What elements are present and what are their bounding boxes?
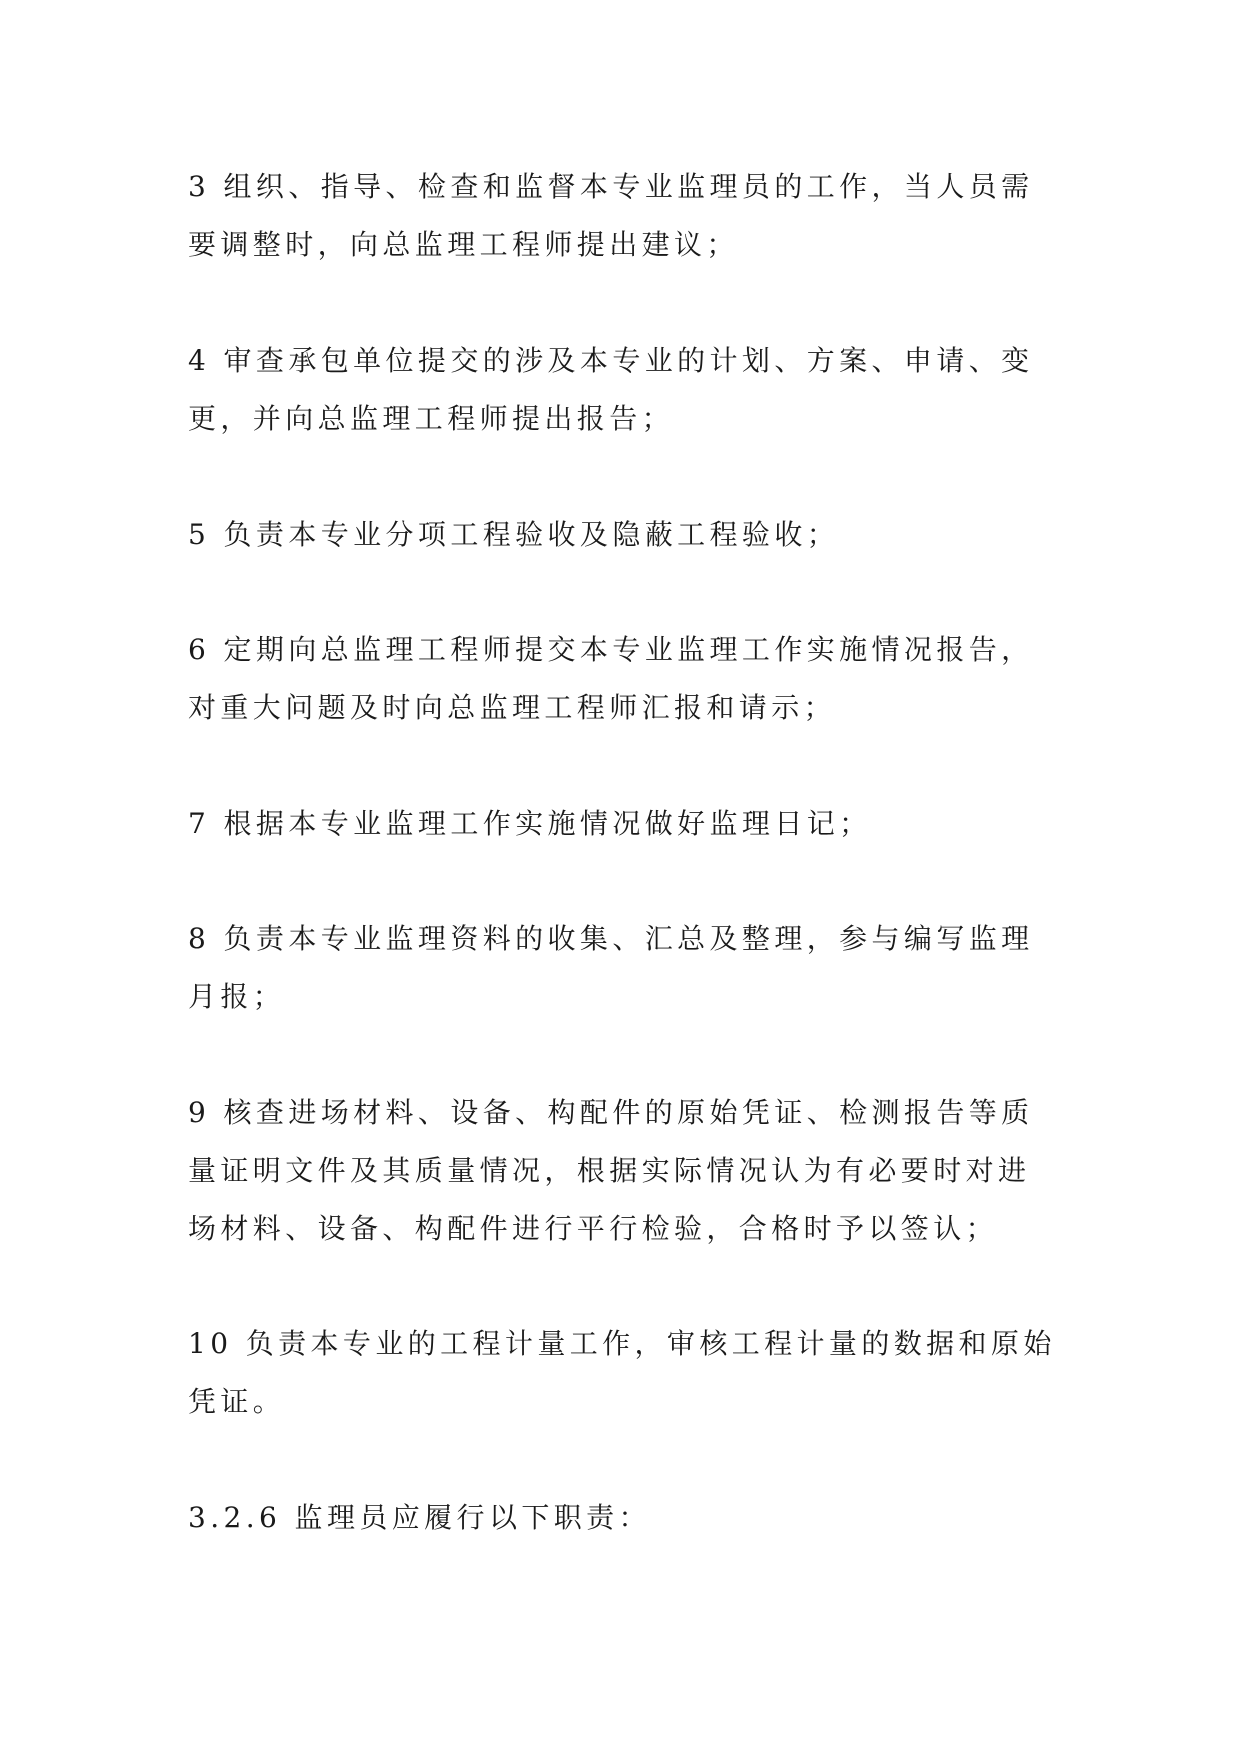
section-heading-3-2-6: 3.2.6 监理员应履行以下职责：	[188, 1501, 651, 1534]
duty-item-7: 7 根据本专业监理工作实施情况做好监理日记；	[188, 807, 872, 840]
duty-item-9: 9 核查进场材料、设备、构配件的原始凭证、检测报告等质量证明文件及其质量情况，根据实际情况认为有必要时对进场材料、设备、构配件进行平行检验，合格时予以签认；	[188, 1096, 1034, 1245]
duty-item-4: 4 审查承包单位提交的涉及本专业的计划、方案、申请、变更，并向总监理工程师提出报告；	[188, 344, 1034, 435]
duty-item-8: 8 负责本专业监理资料的收集、汇总及整理，参与编写监理月报；	[188, 922, 1034, 1013]
duty-item-5: 5 负责本专业分项工程验收及隐蔽工程验收；	[188, 518, 840, 551]
duty-item-3: 3 组织、指导、检查和监督本专业监理员的工作，当人员需要调整时，向总监理工程师提出建议；	[188, 170, 1034, 261]
duty-item-6: 6 定期向总监理工程师提交本专业监理工作实施情况报告，对重大问题及时向总监理工程师汇报和请示；	[188, 633, 1034, 724]
duty-item-10: 10 负责本专业的工程计量工作，审核工程计量的数据和原始凭证。	[188, 1327, 1056, 1418]
